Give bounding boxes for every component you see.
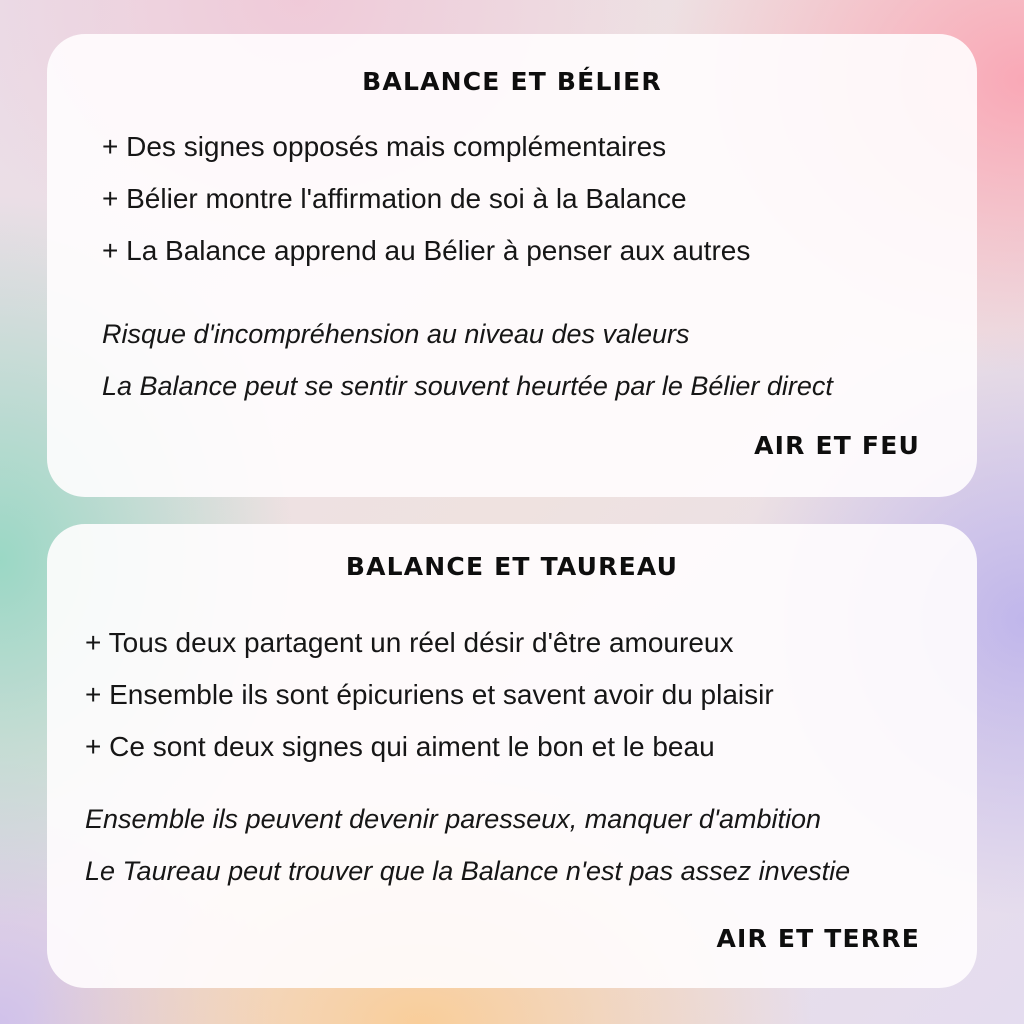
cons-list (102, 308, 833, 412)
con-item: Le Taureau peut trouver que la Balance n'est pas assez investie (85, 856, 851, 886)
pro-item: + Ce sont deux signes qui aiment le bon et le beau (85, 731, 715, 762)
pros-list (85, 617, 774, 773)
elements-label: AIR ET FEU (754, 431, 920, 460)
card-title: BALANCE ET BÉLIER (362, 67, 662, 96)
card-title: BALANCE ET TAUREAU (345, 552, 679, 581)
con-item: La Balance peut se sentir souvent heurtée par le Bélier direct (102, 371, 833, 401)
pro-item: + Bélier montre l'affirmation de soi à la Balance (102, 183, 687, 214)
pros-list (102, 121, 750, 277)
cons-list (85, 793, 850, 897)
compatibility-card-balance-belier (47, 34, 977, 497)
compatibility-card-balance-taureau (47, 524, 977, 988)
pro-item: + Ensemble ils sont épicuriens et savent avoir du plaisir (85, 679, 774, 710)
pro-item: + Des signes opposés mais complémentaires (102, 131, 667, 162)
con-item: Ensemble ils peuvent devenir paresseux, manquer d'ambition (85, 804, 822, 834)
con-item: Risque d'incompréhension au niveau des valeurs (102, 319, 690, 349)
elements-label: AIR ET TERRE (716, 924, 920, 953)
pro-item: + La Balance apprend au Bélier à penser aux autres (102, 235, 751, 266)
pro-item: + Tous deux partagent un réel désir d'être amoureux (85, 627, 734, 658)
